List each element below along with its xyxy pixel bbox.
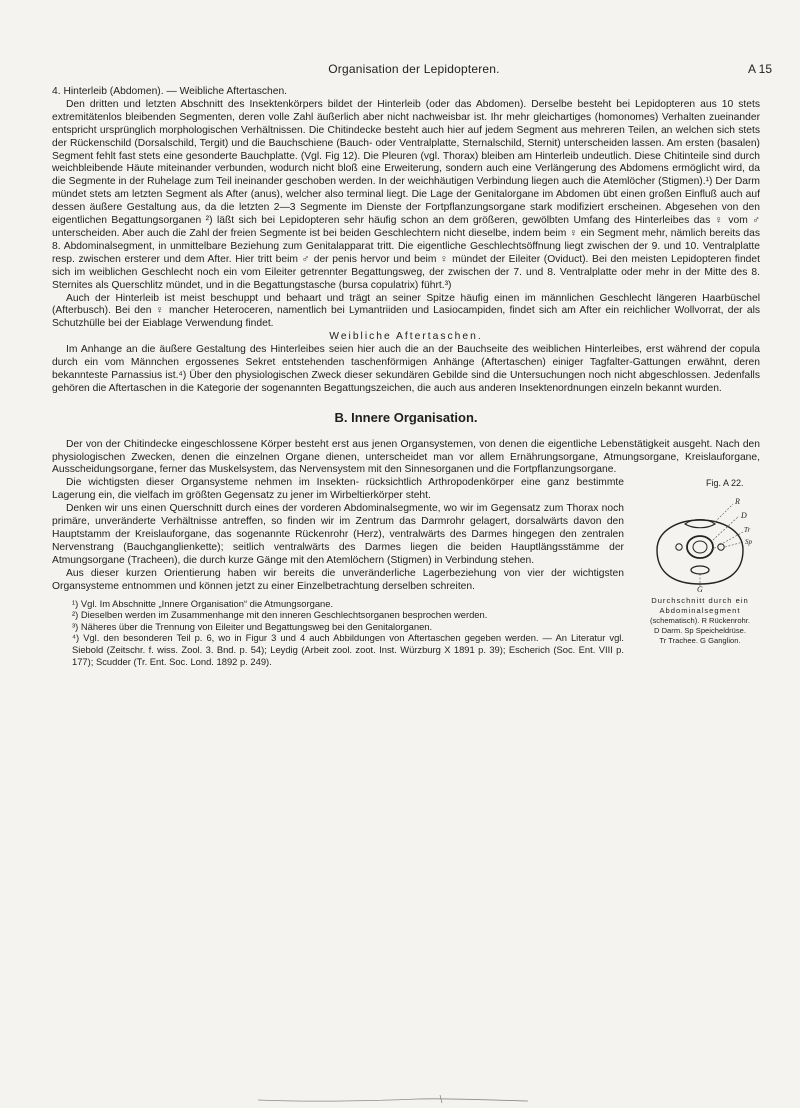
caption-title: Durchschnitt durch ein Abdominalsegment <box>651 596 749 616</box>
figure-a22 <box>640 477 760 646</box>
label-g: G <box>697 585 703 593</box>
label-r: R <box>735 497 740 507</box>
footnote-3: ³) Näheres über die Trennung von Eileiter und Begattungsweg bei den Genitalorganen. <box>72 620 433 632</box>
paragraph-organisation-2: Die wichtigsten dieser Organsysteme nehmen im Insekten- rücksichtlich Arthropodenkörper eine ganz bestimmte Lagerung ein, die vielfach im größten Gegensatz zu jener im Wirbeltierkörper steht. <box>52 477 624 502</box>
caption-sub: (schematisch). R Rückenrohr. <box>649 616 751 626</box>
section-heading-abdomen: 4. Hinterleib (Abdomen). — Weibliche Aftertaschen. <box>52 86 288 97</box>
caption-line2: D Darm. Sp Speicheldrüse. <box>653 626 746 636</box>
page-number: A 15 <box>747 62 772 76</box>
paragraph-organisation-1: Der von der Chitindecke eingeschlossene Körper besteht erst aus jenen Organsystemen, von denen die eigentliche Lebenstätigkeit ausgeht. Nach den physiologischen Zwecken, denen die einzelnen Organe dienen, unterscheidet man vor allem Ernährungsorgane, Atmungsorgane, Kreislauforgane, Ausscheidungsorgane, ferner das Muskelsystem, das Nervensystem mit den Sinnesorganen und die Fortpflanzungsorgane. <box>52 438 760 476</box>
ganglion <box>691 566 709 574</box>
paragraph-abdomen-2: Auch der Hinterleib ist meist beschuppt und behaart und trägt an seiner Spitze häufig einen im männlichen Geschlecht längeren Haarbüschel (Afterbusch). Bei den ♀ mancher Heteroceren, namentlich bei Lymantriiden und Lasiocampiden, findet sich am After ein reichlicher Wollvorrat, der als Schutzhülle bei der Eiablage Verwendung findet. <box>52 292 760 330</box>
gut <box>687 536 713 558</box>
cross-section-diagram <box>645 492 755 592</box>
footnote-1: ¹) Vgl. Im Abschnitte „Innere Organisation“ die Atmungsorgane. <box>72 597 334 609</box>
figure-label: Fig. A 22. <box>706 478 744 489</box>
label-sp: Sp <box>745 538 752 547</box>
library-stamp-mark <box>248 1092 538 1104</box>
caption-line3: Tr Trachee. G Ganglion. <box>659 636 741 646</box>
footnote-4: ⁴) Vgl. den besonderen Teil p. 6, wo in Figur 3 und 4 auch Abbildungen von Aftertaschen gegeben werden. — An Literatur vgl. Siebold (Zeitschr. f. wiss. Zool. 3. Bnd. p. 54); Leydig (Arbeit zool. zoot. Inst. Würzburg X 1891 p. 39); Escherich (Soc. Ent. VIII p. 177); Scudder (Tr. Ent. Soc. Lond. 1892 p. 249). <box>72 632 624 667</box>
footnote-2: ²) Dieselben werden im Zusammenhange mit den inneren Geschlechtsorganen besprochen werden. <box>72 609 488 621</box>
header-title: Organisation der Lepidopteren. <box>328 62 500 76</box>
subheading-aftertaschen: Weibliche Aftertaschen. <box>329 331 483 343</box>
body-text <box>52 86 760 667</box>
trachea <box>718 544 724 550</box>
paragraph-abdomen-1: Den dritten und letzten Abschnitt des Insektenkörpers bildet der Hinterleib (oder das Abdomen). Derselbe besteht bei Lepidopteren aus 10 stets extremitätenlos bleibenden Segmenten, deren volle Zahl äußerlich aber nicht nachweisbar ist. Ihr mehr gleichartiges (homonomes) Verhalten zueinander entspricht ursprünglich morphologischen Verhältnissen. Die Chitindecke besteht auch hier auf jedem Segment aus mehreren Teilen, an welchen sich stets der Rückenschild (Dorsalschild, Tergit) und die Bauchschiene (Bauch- oder Ventralplatte, Sternalschild, Sternit) unterscheiden lassen. Am ersten (basalen) Segment fehlt fast stets eine gesonderte Bauchplatte. (Vgl. Fig 12). Die Pleuren (vgl. Thorax) bleiben am Hinterleib undeutlich. Diese Chitinteile sind durch weichbleibende Häute miteinander verbunden, wodurch nicht bloß eine Erweiterung, sondern auch eine Verlängerung des Abdomens ermöglicht wird, da die Segmente in der Ruhelage zum Teil ineinander geschoben werden. In der weichhäutigen Verbindung liegen auch die Atemlöcher (Stigmen).¹) Der Darm mündet stets am letzten Segment als After (anus), welcher also terminal liegt. Die Lage der Genitalorgane im Abdomen übt einen großen Einfluß auch auf dessen äußere Gestaltung aus, da die letzten 2—3 Segmente im Dienste der Fortpflanzungsorgane stark modifiziert erscheinen. Abgesehen von den eigentlichen Begattungsorganen ²) läßt sich bei Lepidopteren sehr häufig schon an dem größeren, gewölbten Umfang des Hinterleibes das ♀ vom ♂ unterscheiden. Aber auch die Zahl der freien Segmente ist bei beiden Geschlechtern nicht dieselbe, indem beim ♀ ein Segment mehr, nämlich bereits das 8. Abdominalsegment, in unmittelbare Beziehung zum Genitalapparat tritt. Die eigentliche Geschlechtsöffnung liegt zwischen der 9. und 10. Ventralplatte resp. zwischen ersterer und dem After. Hier tritt beim ♂ der penis hervor und beim ♀ mündet der Eileiter (Oviduct). Bei den meisten Lepidopteren findet sich im weiblichen Geschlecht noch ein vom Eileiter getrennter Begattungsweg, der zwischen der 7. und 8. Ventralplatte oder mehr in der Mitte des 8. Sternites als Querschlitz mündet, und in die Begattungstasche (bursa copulatrix) führt.³) <box>52 98 760 291</box>
pointer-d <box>713 516 739 540</box>
section-heading-innere-organisation: B. Innere Organisation. <box>334 409 478 425</box>
salivary-gland <box>676 544 682 550</box>
gut-lumen <box>693 541 707 553</box>
paragraph-organisation-4: Aus dieser kurzen Orientierung haben wir bereits die unveränderliche Lagerbeziehung von vier der wichtigsten Organsysteme entnommen und können jetzt zu einer Einzelbetrachtung derselben schreiten. <box>52 567 624 592</box>
paragraph-aftertaschen: Im Anhange an die äußere Gestaltung des Hinterleibes seien hier auch die an der Bauchseite des weiblichen Hinterleibes, erst während der copula durch ein vom Männchen ergossenes Sekret entstehenden taschenförmigen Anhänge (Aftertaschen) einiger Tagfalter-Gattungen erwähnt, deren bekannteste Parnassius ist.⁴) Über den physiologischen Zweck dieser sekundären Gebilde sind die Untersuchungen noch nicht abgeschlossen. Jedenfalls gehören die Aftertaschen in die Kategorie der sogenannten Begattungszeichen, die auch aus anderen Insektenordnungen einzeln bekannt wurden. <box>52 344 760 394</box>
paragraph-organisation-3: Denken wir uns einen Querschnitt durch eines der vorderen Abdominalsegmente, wo wir im Gegensatz zum Thorax noch primäre, unveränderte Verhältnisse antreffen, so finden wir im Zentrum das Darmrohr gelagert, dorsalwärts davon den Hauptstamm der Kreislauforgane, das sogenannte Rückenrohr (Herz), ventralwärts des Darmes hingegen den zentralen Nervenstrang (Bauchganglienkette); seitlich ventralwärts des Darmes liegen die beiden Hauptlängsstämme der Atmungsorgane (Tracheen), die durch kurze Gänge mit den Atemlöchern (Stigmen) in Verbindung stehen. <box>52 503 624 566</box>
pointer-sp <box>725 542 743 547</box>
figure-caption <box>640 596 760 646</box>
label-d: D <box>741 511 747 521</box>
label-tr: Tr <box>744 526 751 535</box>
pointer-r <box>715 504 733 522</box>
running-header <box>56 62 772 78</box>
